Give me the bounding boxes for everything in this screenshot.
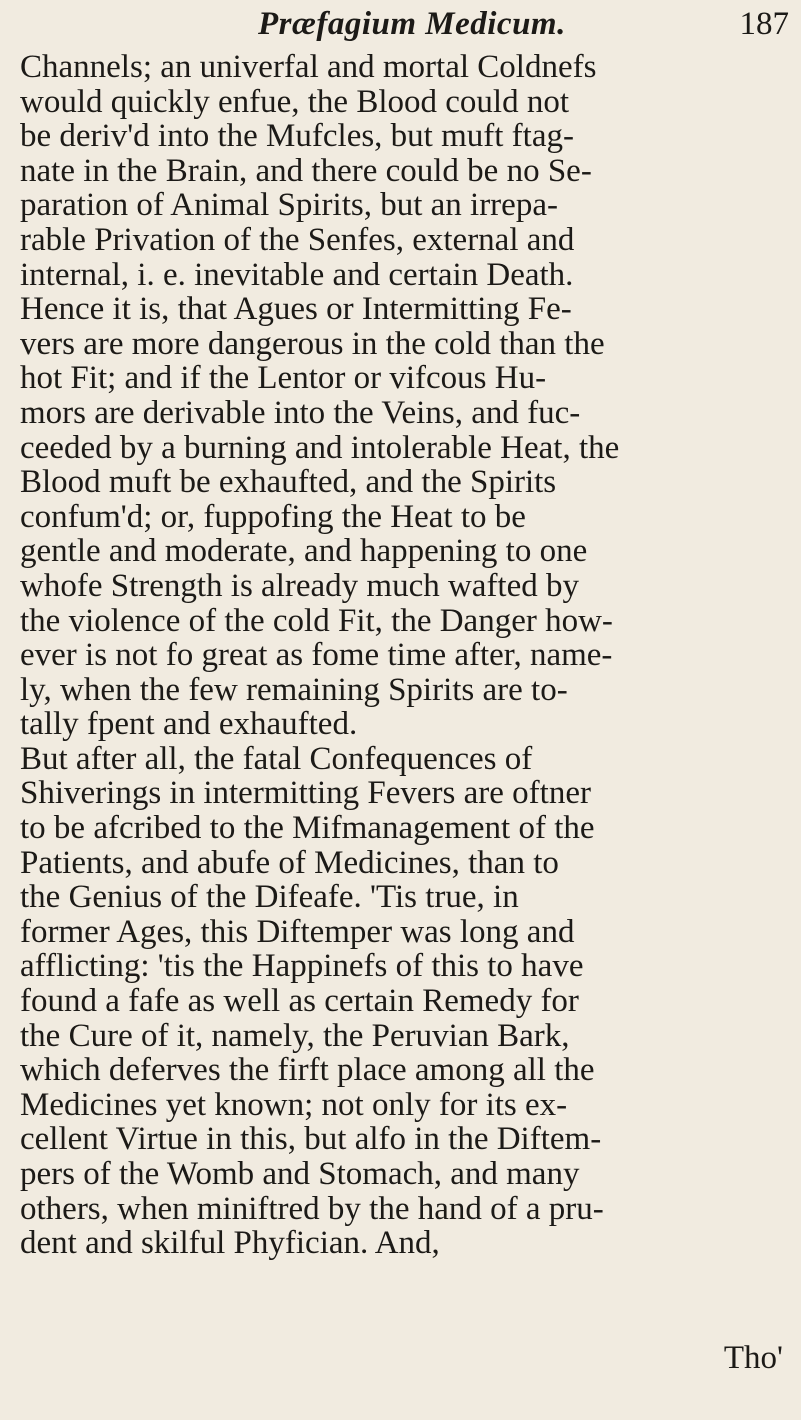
page-number: 187	[739, 6, 789, 42]
text-line: dent and skilful Phyfician. And,	[20, 1225, 440, 1262]
text-line: Shiverings in intermitting Fevers are oftner	[20, 775, 591, 812]
text-line: pers of the Womb and Stomach, and many	[20, 1156, 580, 1192]
text-line: Medicines yet known; not only for its ex-	[20, 1086, 568, 1123]
text-line: the violence of the cold Fit, the Danger how-	[20, 602, 613, 639]
text-line: mors are derivable into the Veins, and fuc-	[20, 394, 581, 431]
text-line: others, when miniftred by the hand of a pru-	[20, 1190, 604, 1227]
text-line: former Ages, this Diftemper was long and	[20, 913, 575, 950]
text-line: afflicting: 'tis the Happinefs of this to have	[20, 948, 584, 985]
text-line: Patients, and abufe of Medicines, than to	[20, 844, 559, 881]
text-line: internal, i. e. inevitable and certain Death.	[20, 256, 574, 293]
catchword: Tho'	[723, 1340, 783, 1376]
text-line: But after all, the fatal Confequences of	[20, 740, 533, 777]
body-text	[20, 50, 792, 1261]
text-line: vers are more dangerous in the cold than the	[20, 325, 605, 362]
text-line: which deferves the firft place among all the	[20, 1052, 595, 1089]
text-line: hot Fit; and if the Lentor or vifcous Hu-	[20, 360, 547, 397]
running-title: Præfagium Medicum.	[258, 6, 566, 42]
text-line: would quickly enfue, the Blood could not	[20, 83, 569, 120]
text-line: Hence it is, that Agues or Intermitting Fe-	[20, 291, 572, 328]
text-line: ceeded by a burning and intolerable Heat, the	[20, 429, 620, 466]
text-line: to be afcribed to the Mifmanagement of the	[20, 810, 595, 847]
text-line: confum'd; or, fuppofing the Heat to be	[20, 498, 526, 535]
text-line: be deriv'd into the Mufcles, but muft ftag-	[20, 118, 574, 155]
text-line: the Cure of it, namely, the Peruvian Bark,	[20, 1017, 570, 1054]
text-line: gentle and moderate, and happening to one	[20, 533, 588, 570]
text-line: paration of Animal Spirits, but an irrepa-	[20, 187, 558, 224]
text-line: ly, when the few remaining Spirits are to-	[20, 671, 568, 708]
text-line: whofe Strength is already much wafted by	[20, 567, 580, 604]
text-line: found a fafe as well as certain Remedy for	[20, 983, 579, 1020]
text-line: rable Privation of the Senfes, external and	[20, 221, 575, 258]
text-line: tally fpent and exhaufted.	[20, 706, 358, 743]
page-header	[0, 0, 801, 56]
text-line: Blood muft be exhaufted, and the Spirits	[20, 464, 557, 501]
text-line: ever is not fo great as fome time after, name-	[20, 637, 613, 674]
text-line: cellent Virtue in this, but alfo in the Diftem-	[20, 1121, 602, 1158]
text-line: nate in the Brain, and there could be no Se-	[20, 152, 592, 189]
text-line: Channels; an univerfal and mortal Coldnefs	[20, 49, 597, 85]
text-line: the Genius of the Difeafe. 'Tis true, in	[20, 879, 519, 916]
